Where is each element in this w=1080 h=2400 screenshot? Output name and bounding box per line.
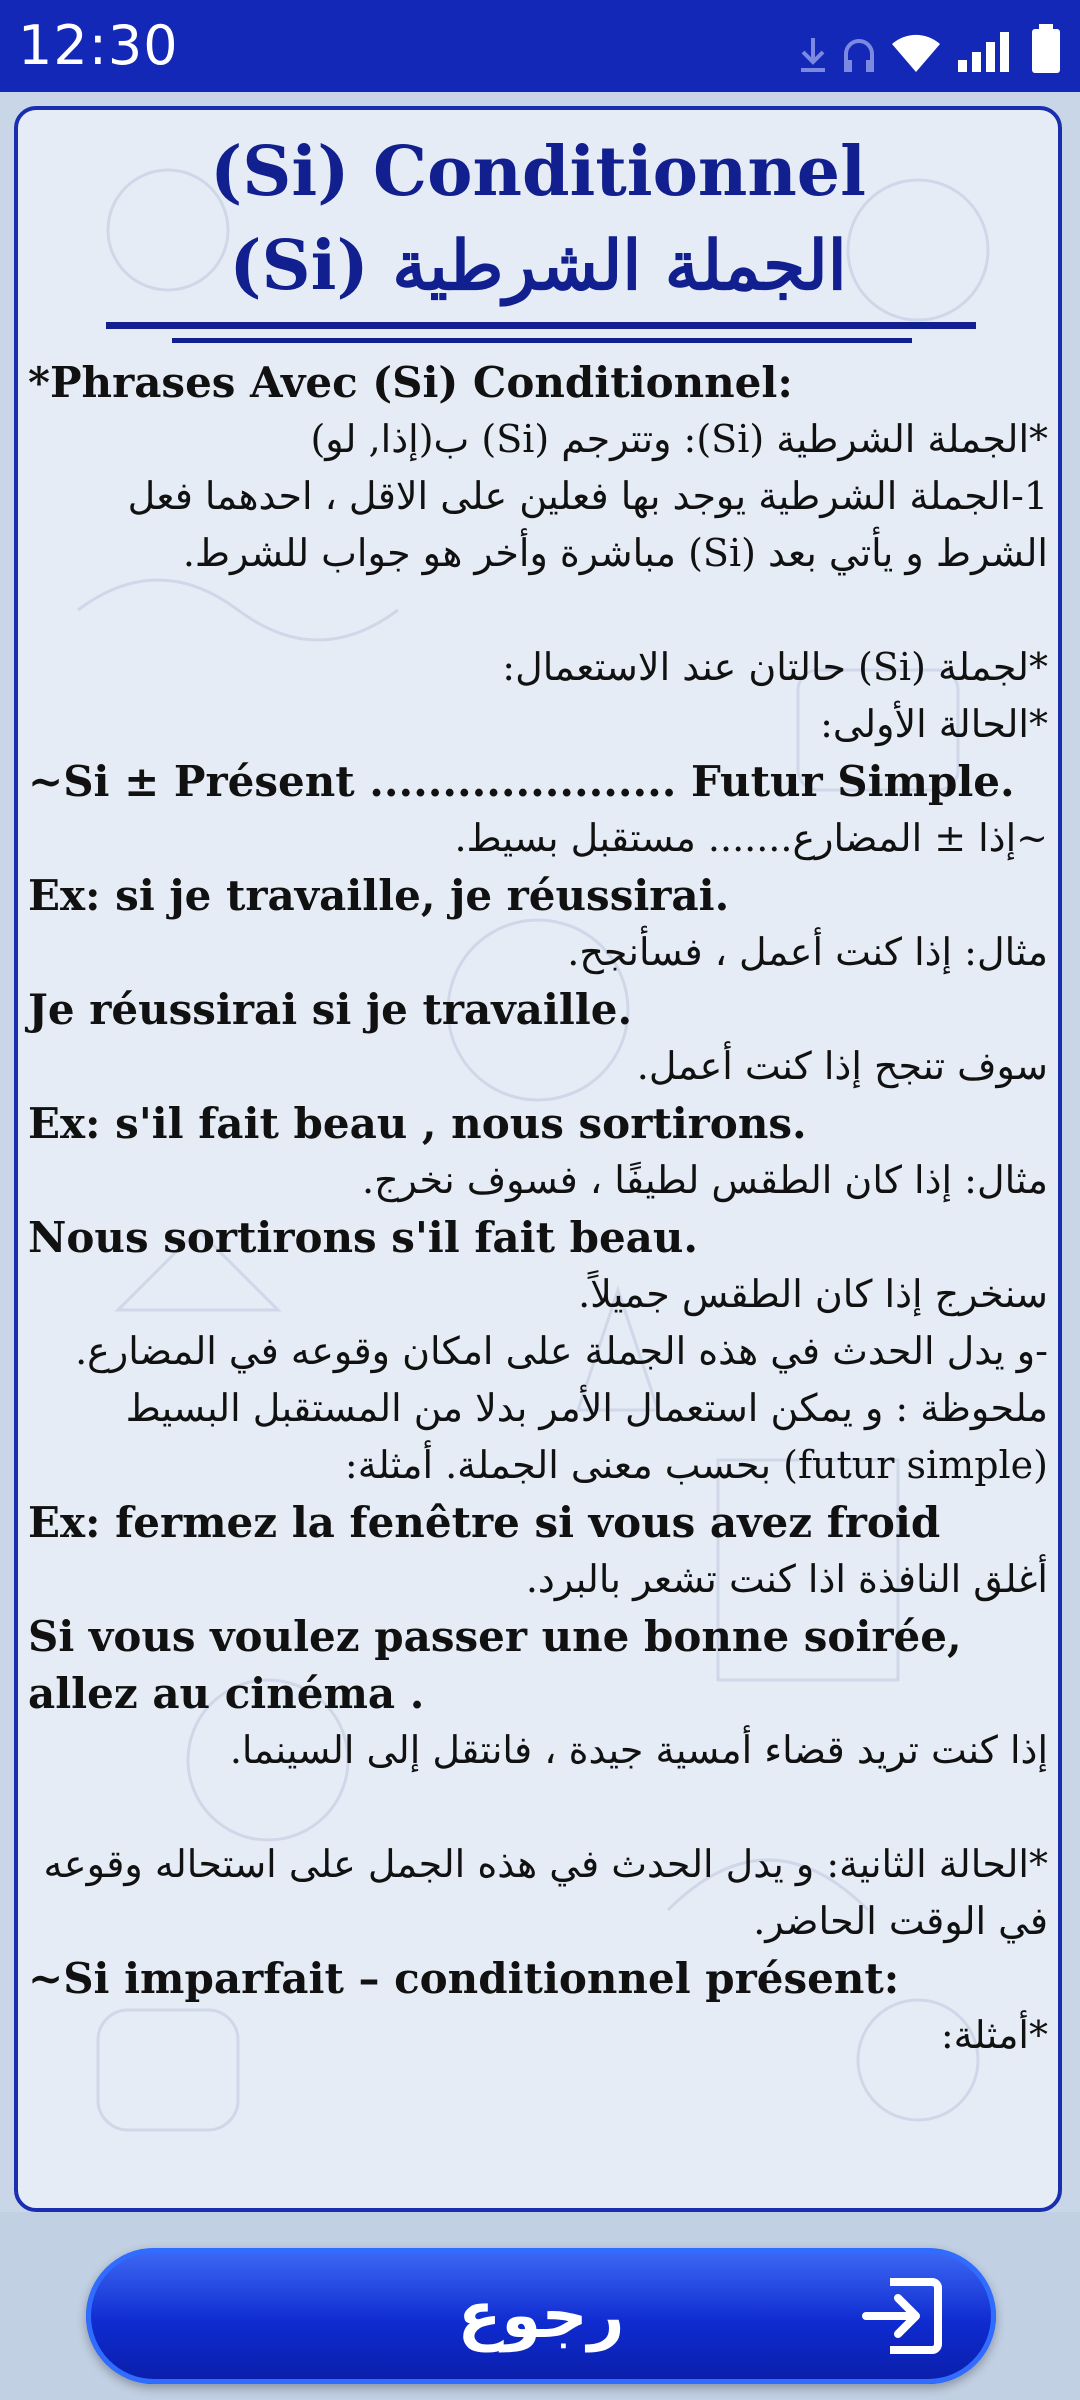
- headphones-icon: [842, 34, 876, 74]
- text-line: -و يدل الحدث في هذه الجملة على امكان وقوعه في المضارع.: [75, 1329, 1048, 1373]
- text-line: 1-الجملة الشرطية يوجد بها فعلين على الاقل ، احدهما فعل الشرط و يأتي بعد (Si) مباشرة وأخر هو جواب للشرط.: [127, 474, 1048, 575]
- signal-icon: [956, 28, 1016, 74]
- spacer: [28, 582, 1048, 639]
- text-line: مثال: إذا كان الطقس لطيفًا ، فسوف نخرج.: [361, 1158, 1048, 1202]
- title-french: (Si) Conditionnel: [210, 132, 866, 212]
- text-line: *الحالة الثانية: و يدل الحدث في هذه الجمل على استحاله وقوعه في الوقت الحاضر.: [43, 1842, 1048, 1943]
- text-line: Ex: s'il fait beau , nous sortirons.: [28, 1099, 807, 1148]
- text-line: *الحالة الأولى:: [820, 702, 1048, 746]
- text-line: Ex: si je travaille, je réussirai.: [28, 871, 730, 920]
- text-line: *أمثلة:: [940, 2013, 1048, 2057]
- text-line: Ex: fermez la fenêtre si vous avez froid: [28, 1498, 941, 1547]
- title-divider-bottom: [172, 338, 912, 343]
- text-line: ملحوظة : و يمكن استعمال الأمر بدلا من المستقبل البسيط (futur simple) بحسب معنى الجملة. أمثلة:: [125, 1386, 1048, 1487]
- title-arabic: الجملة الشرطية (Si): [229, 226, 847, 306]
- content-card[interactable]: [14, 106, 1062, 2212]
- lesson-text: [28, 354, 1048, 2064]
- text-line: ~إذا ± المضارع....... مستقبل بسيط.: [454, 816, 1048, 860]
- battery-icon: [1030, 24, 1062, 74]
- status-icons: [798, 18, 1062, 74]
- text-line: مثال: إذا كنت أعمل ، فسأنجح.: [567, 930, 1048, 974]
- back-button-label: رجوع: [457, 2279, 625, 2353]
- spacer: [28, 1779, 1048, 1836]
- text-line: إذا كنت تريد قضاء أمسية جيدة ، فانتقل إلى السينما.: [229, 1728, 1048, 1772]
- text-line: Nous sortirons s'il fait beau.: [28, 1213, 699, 1262]
- text-line: *الجملة الشرطية (Si): وتترجم (Si) ب(إذا, لو): [310, 417, 1048, 461]
- text-line: Je réussirai si je travaille.: [28, 985, 633, 1034]
- status-bar: [0, 0, 1080, 92]
- download-icon: [798, 34, 828, 74]
- text-line: سنخرج إذا كان الطقس جميلاً.: [578, 1272, 1048, 1316]
- back-button[interactable]: [86, 2248, 996, 2384]
- status-time: 12:30: [18, 14, 179, 77]
- text-line: أغلق النافذة اذا كنت تشعر بالبرد.: [525, 1557, 1048, 1601]
- text-line: ~Si imparfait – conditionnel présent:: [28, 1954, 900, 2003]
- title-divider-top: [106, 322, 976, 329]
- text-line: Si vous voulez passer une bonne soirée, allez au cinéma .: [28, 1612, 962, 1718]
- text-line: *لجملة (Si) حالتان عند الاستعمال:: [502, 645, 1048, 689]
- text-line: *Phrases Avec (Si) Conditionnel:: [28, 358, 793, 407]
- exit-icon: [860, 2274, 944, 2358]
- text-line: سوف تنجح إذا كنت أعمل.: [636, 1044, 1048, 1088]
- text-line: ~Si ± Présent ..................... Futur Simple.: [28, 757, 1015, 806]
- page-title: [18, 124, 1058, 314]
- wifi-icon: [890, 30, 942, 74]
